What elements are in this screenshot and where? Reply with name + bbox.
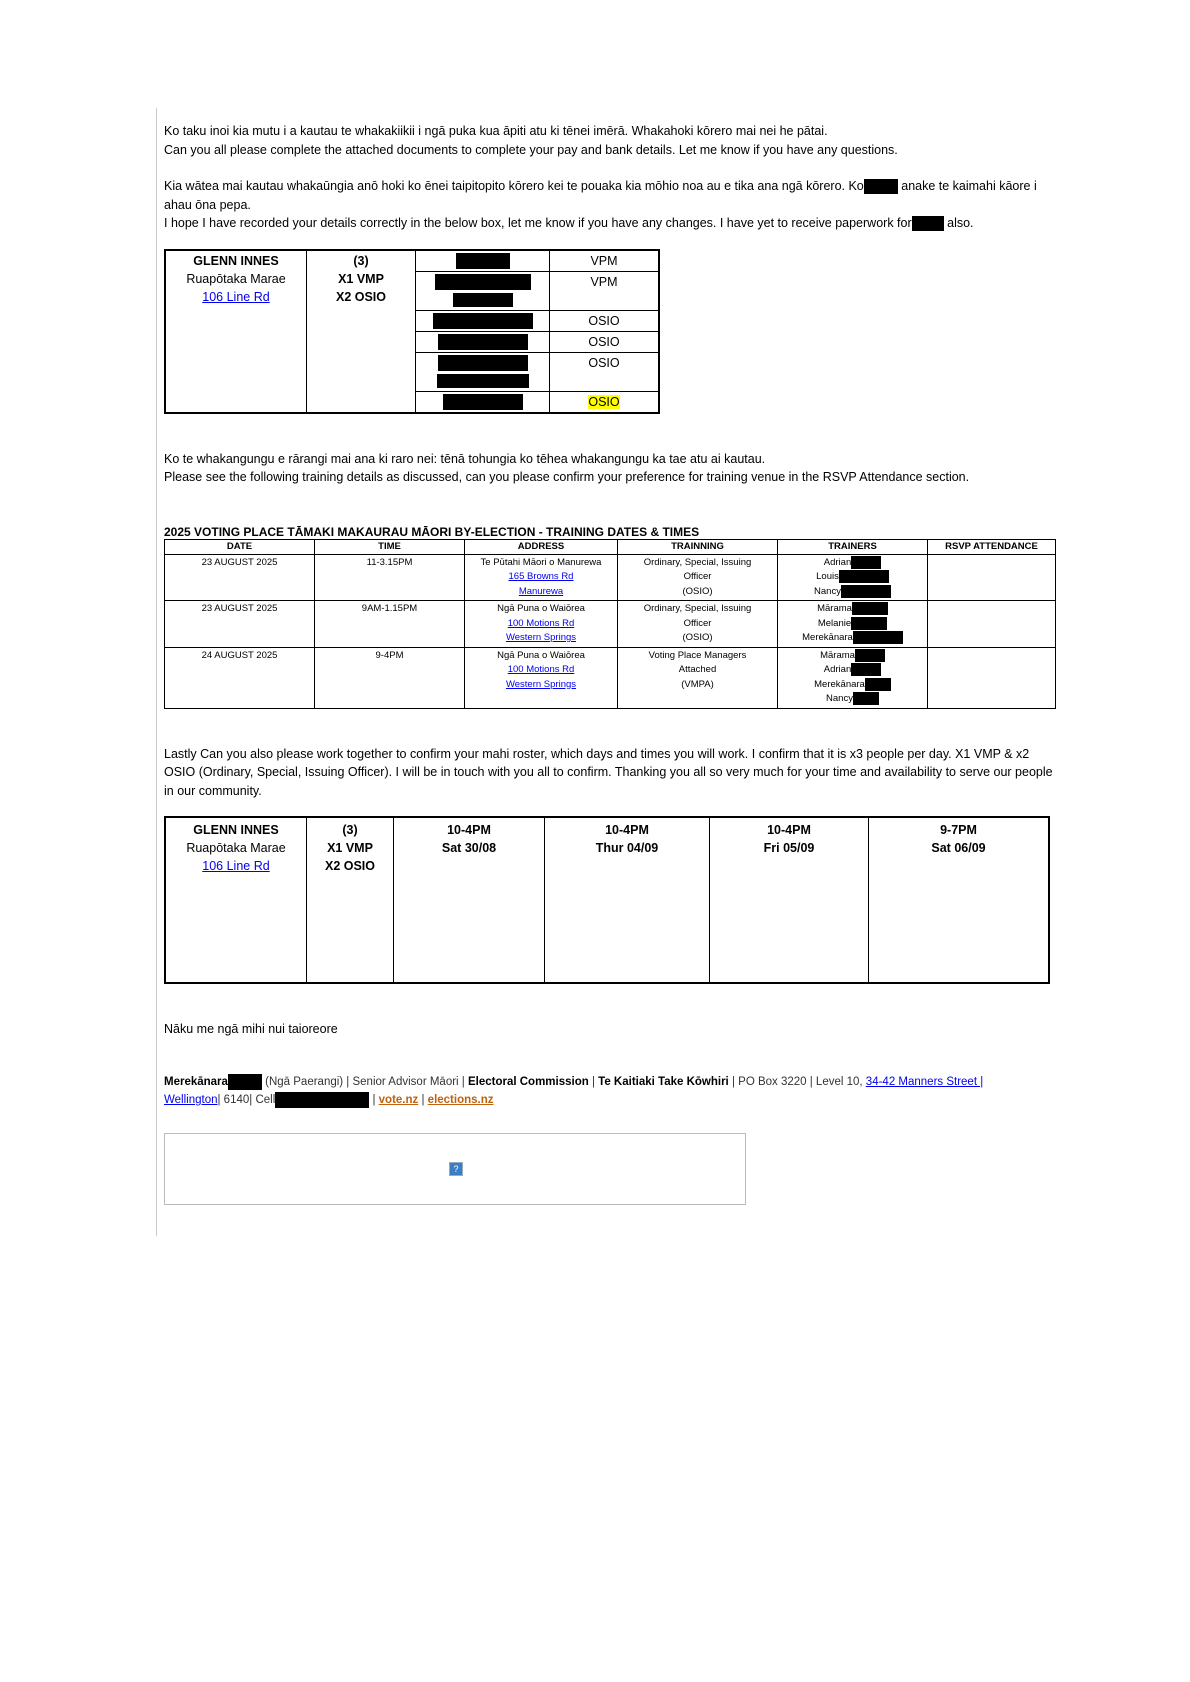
address-link[interactable]: 100 Motions Rd [507, 664, 575, 676]
email-signature: Merekānara (Ngā Paerangi) | Senior Advisor Māori | Electoral Commission | Te Kaitiaki Take Kōwhiri | PO Box 3220 | Level 10, 34-42 Manners Street | Wellington| 6140| Cell | vote.nz | elections.nz [164, 1073, 1054, 1109]
staff-role: OSIO [550, 391, 660, 413]
header-training: TRAINNING [618, 539, 778, 554]
training-trainers: Mārama Melanie Merekānara [778, 601, 928, 648]
email-body [164, 122, 1054, 1205]
redaction [438, 334, 528, 350]
roster-count-cell: (3) X1 VMP X2 OSIO [307, 817, 394, 983]
staff-role: OSIO [550, 310, 660, 331]
training-title: 2025 VOTING PLACE TĀMAKI MAKAURAU MĀORI BY-ELECTION - TRAINING DATES & TIMES [164, 524, 700, 539]
staff-name-cell [416, 271, 550, 310]
redaction [853, 692, 879, 705]
staff-name-cell [416, 331, 550, 352]
training-address: Ngā Puna o Waiōrea 100 Motions Rd Western Springs [465, 647, 618, 708]
header-trainers: TRAINERS [778, 539, 928, 554]
address-link[interactable]: 165 Browns Rd [508, 571, 574, 582]
staff-role: OSIO [550, 331, 660, 352]
redaction [851, 663, 881, 676]
redaction [864, 179, 898, 194]
staff-role: VPM [550, 250, 660, 272]
training-date: 23 AUGUST 2025 [165, 601, 315, 648]
redaction [456, 253, 510, 269]
staff-count-cell: (3) X1 VMP X2 OSIO [307, 250, 416, 413]
staff-venue-cell: GLENN INNES Ruapōtaka Marae 106 Line Rd [165, 250, 307, 413]
rsvp-cell[interactable] [928, 554, 1056, 601]
training-trainers: Adrian Louis Nancy [778, 554, 928, 601]
rsvp-cell[interactable] [928, 647, 1056, 708]
left-margin-rule [156, 108, 157, 1236]
redaction [865, 678, 891, 691]
roster-intro: Lastly Can you also please work together to confirm your mahi roster, which days and times you will work. I confirm that it is x3 people per day. X1 VMP & x2 OSIO (Ordinary, Special, Issuing Officer). I will be in touch with you all to confirm. Thanking you all so very much for your time and availability to serve our people in our community. [164, 746, 1053, 798]
staff-address-link[interactable]: 106 Line Rd [202, 289, 270, 304]
training-row [165, 647, 1056, 708]
roster-table [164, 816, 1050, 984]
vote-nz-link[interactable]: vote.nz [378, 1093, 419, 1106]
street-link[interactable]: 34-42 Manners Street | [865, 1075, 984, 1088]
address-link[interactable]: Western Springs [505, 632, 577, 644]
redaction [435, 274, 531, 290]
training-course: Ordinary, Special, Issuing Officer (OSIO) [618, 601, 778, 648]
signature-image-placeholder [164, 1133, 746, 1205]
training-time: 9AM-1.15PM [315, 601, 465, 648]
redaction [453, 293, 513, 307]
elections-nz-link[interactable]: elections.nz [427, 1093, 494, 1106]
header-address: ADDRESS [465, 539, 618, 554]
intro-maori-2: Kia wātea mai kautau whakaūngia anō hoki ko ēnei taipitopito kōrero kei te pouaka kia mōhio noa au e tika ana ngā kōrero. Ko anake te kaimahi kāore i ahau ōna pepa. [164, 179, 1037, 212]
training-course: Ordinary, Special, Issuing Officer (OSIO) [618, 554, 778, 601]
header-date: DATE [165, 539, 315, 554]
training-row [165, 554, 1056, 601]
staff-name-cell [416, 250, 550, 272]
broken-image-icon: ? [449, 1162, 463, 1176]
training-row [165, 601, 1056, 648]
redaction [443, 394, 523, 410]
redaction [851, 556, 881, 569]
redaction [853, 631, 903, 644]
training-time: 11-3.15PM [315, 554, 465, 601]
staff-role: VPM [550, 271, 660, 310]
training-address: Te Pūtahi Māori o Manurewa 165 Browns Rd Manurewa [465, 554, 618, 601]
header-rsvp: RSVP ATTENDANCE [928, 539, 1056, 554]
training-course: Voting Place Managers Attached (VMPA) [618, 647, 778, 708]
rsvp-cell[interactable] [928, 601, 1056, 648]
redaction [855, 649, 885, 662]
training-date: 24 AUGUST 2025 [165, 647, 315, 708]
training-time: 9-4PM [315, 647, 465, 708]
staff-name-cell [416, 352, 550, 391]
address-link[interactable]: Western Springs [505, 678, 577, 690]
address-link[interactable]: 100 Motions Rd [507, 617, 575, 629]
header-time: TIME [315, 539, 465, 554]
training-intro-english: Please see the following training details as discussed, can you please confirm your preference for training venue in the RSVP Attendance section. [164, 470, 970, 484]
redaction [275, 1092, 369, 1108]
roster-day-cell[interactable]: 10-4PM Fri 05/09 [710, 817, 869, 983]
roster-day-cell[interactable]: 10-4PM Sat 30/08 [394, 817, 545, 983]
training-intro-maori: Ko te whakangungu e rārangi mai ana ki raro nei: tēnā tohungia ko tēhea whakangungu ka tae atu ai kautau. [164, 451, 766, 466]
staff-name-cell [416, 391, 550, 413]
redaction [852, 602, 888, 615]
training-address: Ngā Puna o Waiōrea 100 Motions Rd Western Springs [465, 601, 618, 648]
redaction [912, 216, 944, 231]
address-link[interactable]: Manurewa [518, 585, 564, 597]
city-link[interactable]: Wellington [164, 1093, 218, 1106]
training-date: 23 AUGUST 2025 [165, 554, 315, 601]
redaction [438, 355, 528, 371]
redaction [841, 585, 891, 598]
roster-venue-cell: GLENN INNES Ruapōtaka Marae 106 Line Rd [165, 817, 307, 983]
roster-address-link[interactable]: 106 Line Rd [202, 859, 270, 874]
intro-english-2: I hope I have recorded your details correctly in the below box, let me know if you have any changes. I have yet to receive paperwork for also. [164, 216, 974, 230]
closing-line: Nāku me ngā mihi nui taioreore [164, 1022, 338, 1037]
redaction [851, 617, 887, 630]
staff-role: OSIO [550, 352, 660, 391]
redaction [839, 570, 889, 583]
staff-table [164, 249, 660, 414]
redaction [228, 1074, 262, 1090]
roster-day-cell[interactable]: 9-7PM Sat 06/09 [869, 817, 1050, 983]
training-trainers: Mārama Adrian Merekānara Nancy [778, 647, 928, 708]
staff-name-cell [416, 310, 550, 331]
intro-maori-1: Ko taku inoi kia mutu i a kautau te whakakiikii i ngā puka kua āpiti atu ki tēnei imērā. Whakahoki kōrero mai nei he pātai. [164, 124, 828, 138]
training-table [164, 539, 1056, 709]
redaction [437, 374, 529, 388]
intro-english-1: Can you all please complete the attached documents to complete your pay and bank details. Let me know if you have any questions. [164, 142, 898, 157]
redaction [433, 313, 533, 329]
roster-day-cell[interactable]: 10-4PM Thur 04/09 [545, 817, 710, 983]
